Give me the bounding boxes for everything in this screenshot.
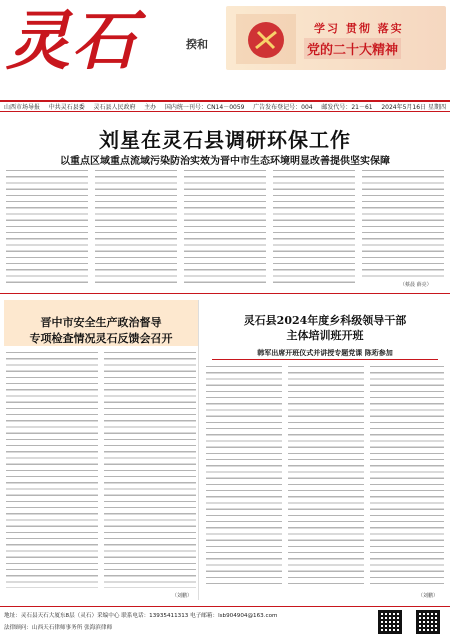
lead-text-column — [273, 170, 355, 288]
right-subheadline: 韩军出席开班仪式并讲授专题党课 陈珩参加 — [257, 348, 393, 357]
qr-code-icon[interactable] — [416, 610, 440, 634]
left-article — [4, 300, 199, 600]
newspaper-logo: 灵石 — [6, 4, 138, 79]
left-title-block — [4, 300, 198, 346]
info-item: 国内统一刊号：CN14－0059 — [164, 104, 245, 111]
section-divider — [0, 293, 450, 294]
left-text-column — [104, 352, 196, 588]
info-item: 2024年5月16日 星期四 — [381, 104, 446, 111]
right-byline: （刘鹏） — [418, 593, 439, 599]
info-item: 山西市场导报 — [4, 104, 41, 111]
right-text-column — [206, 366, 282, 588]
info-item: 邮发代号：21－61 — [321, 104, 373, 111]
lead-text-column — [362, 170, 444, 278]
lead-headline: 刘星在灵石县调研环保工作 — [99, 128, 351, 152]
right-text-column — [288, 366, 364, 588]
right-headline-1: 灵石县2024年度乡科级领导干部 — [243, 314, 407, 327]
party-emblem-icon — [236, 14, 296, 64]
info-bar — [0, 100, 450, 112]
lead-subheadline: 以重点区域重点流域污染防治实效为晋中市生态环境明显改善提供坚实保障 — [60, 156, 390, 167]
subheadline-rule — [212, 359, 438, 360]
right-text-column — [370, 366, 444, 588]
lead-text-column — [95, 170, 177, 288]
left-headline-1: 晋中市安全生产政治督导 — [40, 316, 162, 329]
lead-text-column — [184, 170, 266, 288]
theme-banner — [226, 6, 446, 70]
info-item: 灵石县人民政府 — [93, 104, 136, 111]
banner-line-2: 党的二十大精神 — [304, 38, 401, 59]
info-item: 广告发布登记号：004 — [253, 104, 313, 111]
footer — [0, 606, 450, 641]
banner-line-1: 学习 贯彻 落实 — [314, 22, 404, 35]
qr-code-icon[interactable] — [378, 610, 402, 634]
masthead — [0, 0, 450, 96]
left-headline-2: 专项检查情况灵石反馈会召开 — [29, 332, 173, 345]
left-text-column — [6, 352, 98, 588]
lead-body — [6, 170, 444, 288]
info-item: 中共灵石县委 — [48, 104, 85, 111]
footer-legal: 法律顾问：山西天石律师事务所 张海滨律师 — [4, 625, 113, 631]
right-article — [204, 300, 446, 600]
left-byline: （刘鹏） — [172, 593, 193, 599]
footer-contact: 地址：灵石县天石大厦东8层（灵石）采编中心 联系电话：13935411313 电子邮箱：lsb904904@163.com — [4, 613, 278, 619]
info-item: 主办 — [144, 104, 157, 111]
right-headline-2: 主体培训班开班 — [286, 329, 364, 342]
lead-byline: （蔡晨 薛亮） — [400, 282, 432, 288]
lead-text-column — [6, 170, 88, 288]
masthead-sub: 揆和 — [186, 38, 208, 51]
